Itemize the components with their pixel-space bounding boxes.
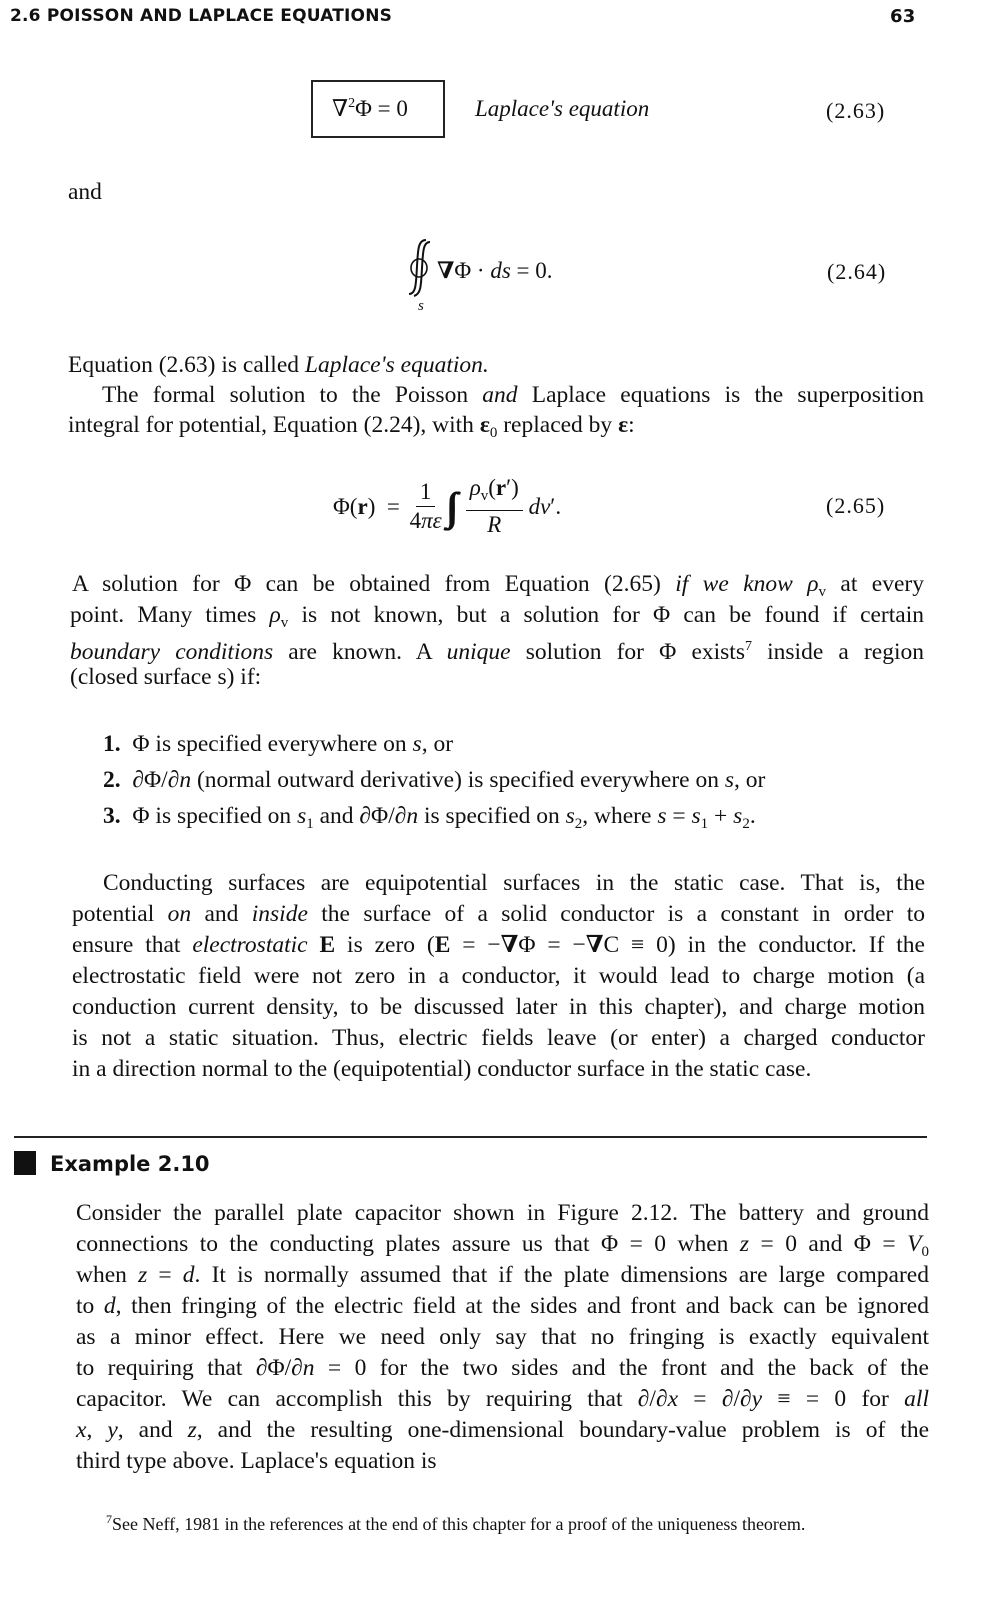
list-item: 3. Φ is specified on $s_1$ and ∂Φ/∂n is specified on $s_2$, where $s = s_1 + s_2$. <box>103 803 756 832</box>
superposition-integral: Φ(r) = $\frac{1}{4\pi\varepsilon}$ $\frac{\rho_v(r')}{R}$ dv′. <box>333 475 562 537</box>
list-item: 2. ∂Φ/∂n (normal outward derivative) is specified everywhere on s, or <box>103 767 766 793</box>
list-item: 1. Φ is specified everywhere on s, or <box>103 731 454 757</box>
example-line: as a minor effect. Here we need only say that no fringing is exactly equivalent <box>76 1324 929 1350</box>
solution-paragraph-line2: point. Many times $\rho_v$ is not known, but a solution for Φ can be found if certain <box>70 602 924 631</box>
solution-paragraph-line1: A solution for Φ can be obtained from Equation (2.65) if we know $\rho_v$ at every <box>72 571 924 600</box>
example-line: Consider the parallel plate capacitor shown in Figure 2.12. The battery and ground <box>76 1200 929 1226</box>
section-header: 2.6 POISSON AND LAPLACE EQUATIONS <box>10 6 393 26</box>
closed-surface-integral-sign <box>404 236 434 300</box>
laplace-equation-label: Laplace's equation <box>475 96 650 121</box>
example-marker <box>14 1151 36 1175</box>
laplace-equation: ∇$^2$Φ = 0 <box>332 96 408 121</box>
conductor-paragraph-line1: Conducting surfaces are equipotential surfaces in the static case. That is, the <box>103 870 925 896</box>
integral-subscript: s <box>418 298 424 314</box>
conductor-paragraph-line7: in a direction normal to the (equipotential) conductor surface in the static case. <box>72 1056 812 1082</box>
conductor-paragraph-line5: conduction current density, to be discussed later in this chapter), and charge motion <box>72 994 925 1020</box>
page-number: 63 <box>890 6 916 27</box>
example-line: connections to the conducting plates assure us that Φ = 0 when z = 0 and $\Phi = V_0$ <box>76 1231 929 1260</box>
formal-solution-line1: The formal solution to the Poisson and Laplace equations is the superposition <box>102 382 924 408</box>
example-line: third type above. Laplace's equation is <box>76 1448 437 1474</box>
equation-number-2-63: (2.63) <box>826 98 886 123</box>
example-line: capacitor. We can accomplish this by requiring that ∂/∂x = ∂/∂y ≡ = 0 for all <box>76 1386 929 1412</box>
surface-integral-equation: ∇Φ · ds = 0. <box>437 258 553 283</box>
and-word: and <box>68 179 102 205</box>
example-divider <box>14 1136 927 1138</box>
conductor-paragraph-line6: is not a static situation. Thus, electric fields leave (or enter) a charged conductor <box>72 1025 925 1051</box>
example-line: x, y, and z, and the resulting one-dimensional boundary-value problem is of the <box>76 1417 929 1443</box>
equation-number-2-65: (2.65) <box>826 493 886 518</box>
formal-solution-line2: integral for potential, Equation (2.24), with $\varepsilon_0$ replaced by ε: <box>68 412 635 441</box>
laplace-named-sentence: Equation (2.63) is called Laplace's equation. <box>68 352 489 378</box>
solution-paragraph-line4: (closed surface s) if: <box>70 664 262 690</box>
solution-paragraph-line3: boundary conditions are known. A unique solution for Φ exists$^7$ inside a region <box>70 639 924 665</box>
conductor-paragraph-line4: electrostatic field were not zero in a conductor, it would lead to charge motion (a <box>72 963 925 989</box>
example-line: when z = d. It is normally assumed that if the plate dimensions are large compared <box>76 1262 929 1288</box>
equation-number-2-64: (2.64) <box>827 259 887 284</box>
example-title: Example 2.10 <box>50 1152 210 1176</box>
conductor-paragraph-line3: ensure that electrostatic E is zero (E = −∇Φ = −∇C ≡ 0) in the conductor. If the <box>72 932 925 958</box>
conductor-paragraph-line2: potential on and inside the surface of a solid conductor is a constant in order to <box>72 901 925 927</box>
example-line: to d, then fringing of the electric field at the sides and front and back can be ignored <box>76 1293 929 1319</box>
example-line: to requiring that ∂Φ/∂n = 0 for the two sides and the front and the back of the <box>76 1355 929 1381</box>
footnote: $^7$See Neff, 1981 in the references at the end of this chapter for a proof of the uniqueness theorem. <box>106 1512 806 1534</box>
